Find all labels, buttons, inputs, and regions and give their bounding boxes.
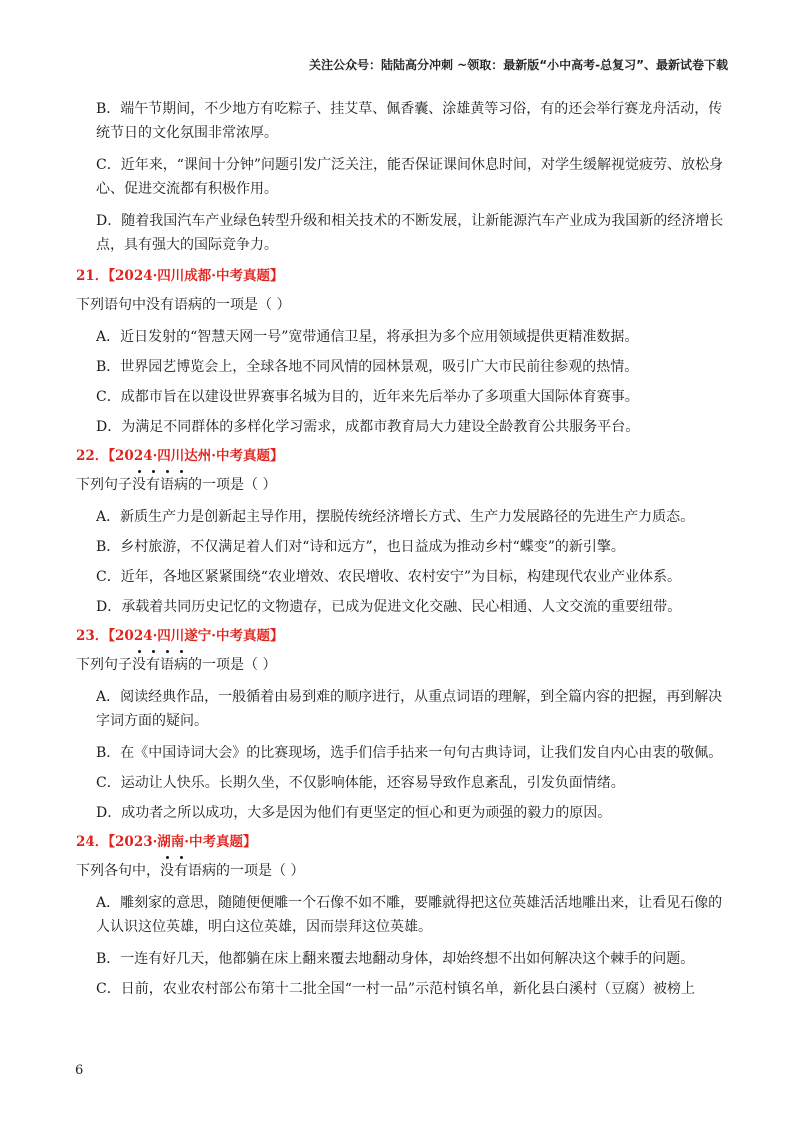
option-a: A．新质生产力是创新起主导作用，摆脱传统经济增长方式、生产力发展路径的先进生产力质态。: [96, 509, 695, 525]
stem-text-post: 语病的一项是（ ）: [188, 863, 305, 879]
prev-question-options: [76, 97, 726, 257]
question-23: [76, 625, 726, 825]
option-b: B．一连有好几天，他都躺在床上翻来覆去地翻动身体，却始终想不出如何解决这个棘手的问题。: [96, 951, 695, 967]
option-c: C．运动让人快乐。长期久坐，不仅影响体能，还容易导致作息紊乱，引发负面情绪。: [96, 775, 625, 791]
question-title: 21．【2024·四川成都·中考真题】: [76, 268, 284, 284]
stem-text-pre: 下列句子: [76, 657, 132, 673]
option-d: D．成功者之所以成功，大多是因为他们有更坚定的恒心和更为顽强的毅力的原因。: [96, 805, 612, 821]
option-c: C．日前，农业农村部公布第十二批全国“一村一品”示范村镇名单，新化县白溪村（豆腐）被榜上: [96, 981, 696, 997]
option-c: C．成都市旨在以建设世界赛事名城为目的，近年来先后举办了多项重大国际体育赛事。: [96, 389, 639, 405]
option-d: D．为满足不同群体的多样化学习需求，成都市教育局大力建设全龄教育公共服务平台。: [96, 419, 640, 435]
option-c: C．近年，各地区紧紧围绕“农业增效、农民增收、农村安宁”为目标，构建现代农业产业体系。: [96, 569, 682, 585]
question-title: 24．【2023·湖南·中考真题】: [76, 834, 257, 850]
question-stem: [76, 473, 726, 497]
emphasis-char: 语: [160, 473, 174, 497]
option-b: B．在《中国诗词大会》的比赛现场，选手们信手拈来一句句古典诗词，让我们发自内心由衷的敬佩。: [96, 745, 723, 761]
stem-text-pre: 下列各句中，: [76, 863, 160, 879]
question-stem: [76, 653, 726, 677]
emphasis-char: 有: [146, 473, 160, 497]
option-a: A．阅读经典作品，一般循着由易到难的顺序进行，从重点词语的理解，到全篇内容的把握，再到解决字词方面的疑问。: [96, 689, 723, 729]
option-b: B．端午节期间，不少地方有吃粽子、挂艾草、佩香囊、涂雄黄等习俗，有的还会举行赛龙舟活动，传统节日的文化氛围非常浓厚。: [96, 101, 723, 141]
emphasis-char: 病: [174, 473, 188, 497]
page-header: 关注公众号：陆陆高分冲刺 ~领取：最新版“小中高考-总复习”、最新试卷下载: [309, 58, 728, 72]
emphasis-char: 语: [160, 653, 174, 677]
question-title: 22．【2024·四川达州·中考真题】: [76, 448, 284, 464]
question-24: [76, 831, 726, 1001]
option-d: D．随着我国汽车产业绿色转型升级和相关技术的不断发展，让新能源汽车产业成为我国新的经济增长点，具有强大的国际竞争力。: [96, 213, 724, 253]
option-a: A．近日发射的“智慧天网一号”宽带通信卫星，将承担为多个应用领域提供更精准数据。: [96, 329, 639, 345]
option-b: B．乡村旅游，不仅满足着人们对“诗和远方”，也日益成为推动乡村“蝶变”的新引擎。: [96, 539, 625, 555]
emphasis-char: 有: [174, 859, 188, 883]
question-22: [76, 445, 726, 619]
option-a: A．雕刻家的意思，随随便便雕一个石像不如不雕，要雕就得把这位英雄活活地雕出来，让看见石像的人认识这位英雄，明白这位英雄，因而崇拜这位英雄。: [96, 895, 723, 935]
question-21: [76, 265, 726, 439]
emphasis-char: 病: [174, 653, 188, 677]
stem-text-post: 的一项是（ ）: [188, 657, 277, 673]
emphasis-char: 有: [146, 653, 160, 677]
stem-text-post: 的一项是（ ）: [188, 477, 277, 493]
emphasis-char: 没: [132, 473, 146, 497]
page-number: 6: [75, 1063, 84, 1078]
stem-text-pre: 下列句子: [76, 477, 132, 493]
document-body: [76, 97, 726, 1007]
option-c: C．近年来，“课间十分钟”问题引发广泛关注，能否保证课间休息时间，对学生缓解视觉疲劳、放松身心、促进交流都有积极作用。: [96, 157, 724, 197]
question-stem: 下列语句中没有语病的一项是（ ）: [76, 297, 291, 313]
option-b: B．世界园艺博览会上，全球各地不同风情的园林景观，吸引广大市民前往参观的热情。: [96, 359, 639, 375]
emphasis-char: 没: [160, 859, 174, 883]
question-stem: [76, 859, 726, 883]
question-title: 23．【2024·四川遂宁·中考真题】: [76, 628, 284, 644]
emphasis-char: 没: [132, 653, 146, 677]
option-d: D．承载着共同历史记忆的文物遗存，已成为促进文化交融、民心相通、人文交流的重要纽带。: [96, 599, 682, 615]
